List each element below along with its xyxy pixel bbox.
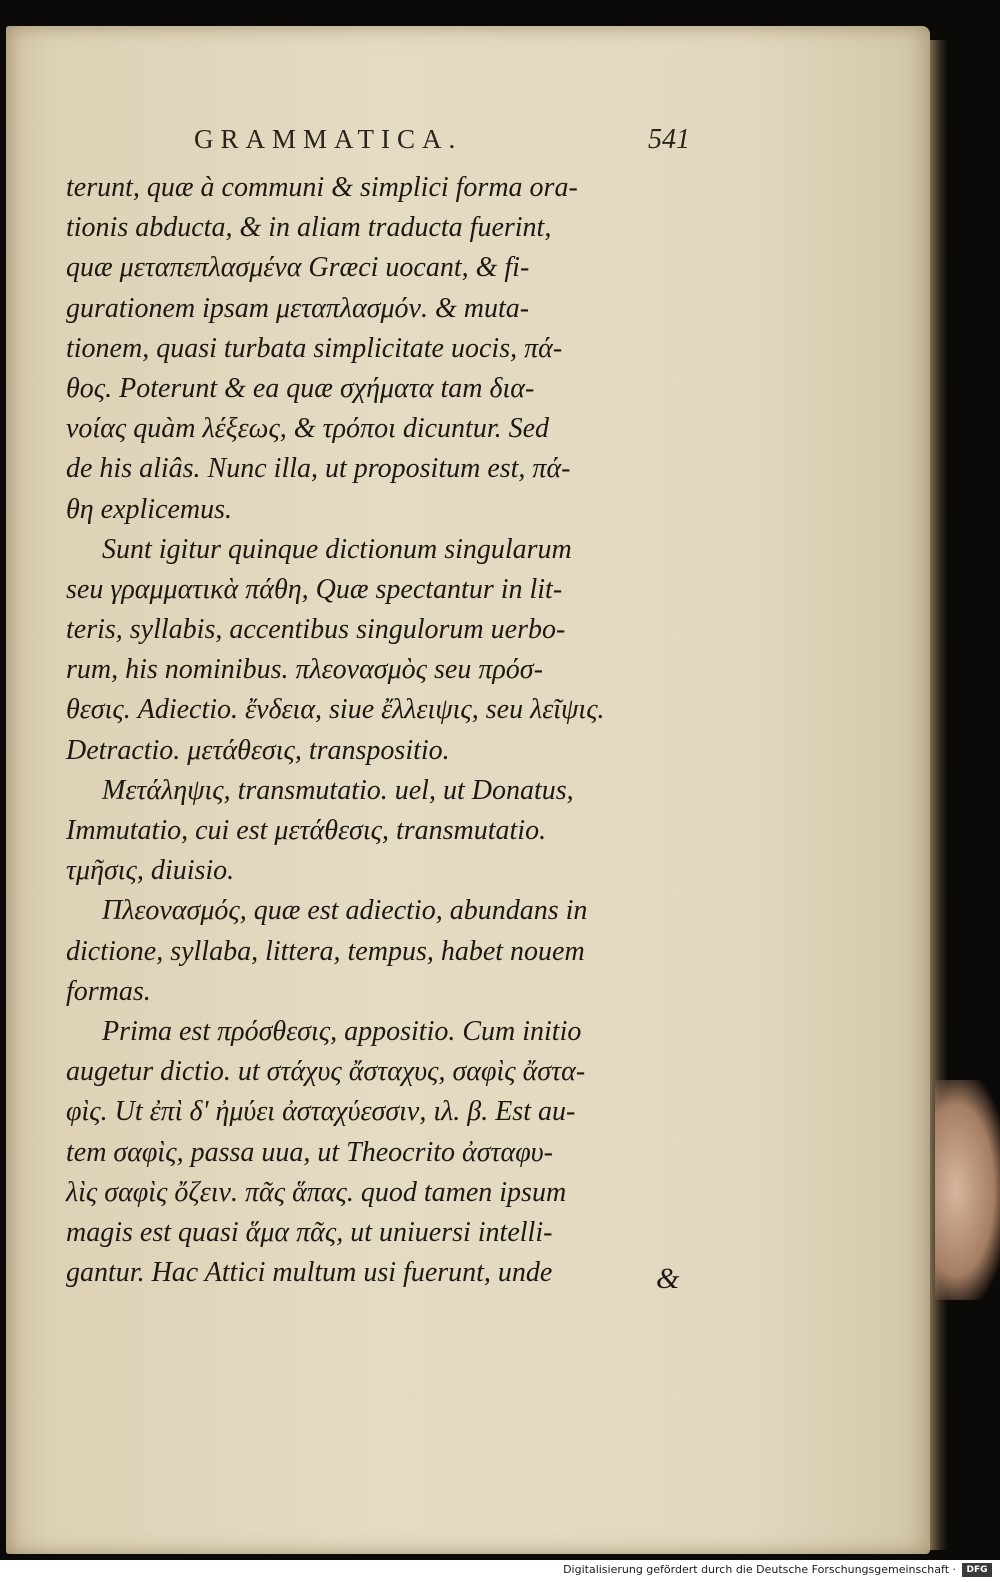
text-line: seu γραμματικὰ πάθη, Quæ spectantur in lit-	[66, 573, 563, 605]
text-line: terunt, quæ à communi & simplici forma ora-	[66, 172, 578, 203]
thumb-holding-page	[935, 1080, 1000, 1300]
page-number: 541	[648, 124, 690, 155]
text-line: θη explicemus.	[66, 493, 233, 525]
text-line: tem σαφὶς, passa uua, ut Theocrito ἀσταφυ-	[66, 1136, 553, 1168]
text-line: teris, syllabis, accentibus singulorum uerbo-	[66, 614, 566, 646]
text-line: νοίας quàm λέξεως, & τρόποι dicuntur. Sed	[66, 413, 550, 445]
text-line: rum, his nominibus. πλεονασμὸς seu πρόσ-	[66, 654, 543, 686]
text-line: tionem, quasi turbata simplicitate uocis, πά-	[66, 332, 563, 364]
page-header	[150, 124, 690, 164]
text-line: quæ μεταπεπλασμένα Græci uocant, & fi-	[66, 252, 530, 284]
text-line: Detractio. μετάθεσις, transpositio.	[66, 734, 450, 766]
text-line: dictione, syllaba, littera, tempus, habet nouem	[66, 935, 585, 967]
text-line: λὶς σαφὶς ὄζειν. πᾶς ἅπας. quod tamen ipsum	[66, 1176, 567, 1208]
digitization-credit: Digitalisierung gefördert durch die Deutsche Forschungsgemeinschaft ·	[563, 1563, 956, 1576]
text-line: augetur dictio. ut στάχυς ἄσταχυς, σαφὶς ἄστα-	[66, 1056, 586, 1088]
text-line: tionis abducta, & in aliam traducta fuerint,	[66, 212, 552, 244]
text-line: θεσις. Adiectio. ἔνδεια, siue ἔλλειψις, seu λεῖψις.	[66, 694, 605, 726]
dfg-logo: DFG	[962, 1563, 992, 1577]
page-edge-shadow	[930, 40, 948, 1550]
text-line: τμῆσις, diuisio.	[66, 855, 235, 887]
paragraph-start-line: Μετάληψις, transmutatio. uel, ut Donatus,	[102, 774, 574, 806]
text-line: φὶς. Ut ἐπὶ δ' ἠμύει ἀσταχύεσσιν, ιλ. β. Est au-	[66, 1096, 576, 1128]
paragraph-start-line: Prima est πρόσθεσις, appositio. Cum initio	[102, 1015, 582, 1047]
paragraph-start-line: Sunt igitur quinque dictionum singularum	[102, 533, 572, 565]
text-line: magis est quasi ἅμα πᾶς, ut uniuersi intelli-	[66, 1216, 553, 1248]
body-text	[66, 168, 696, 1293]
text-line: gurationem ipsam μεταπλασμόν. & muta-	[66, 292, 530, 324]
paragraph-start-line: Πλεονασμός, quæ est adiectio, abundans in	[102, 895, 588, 927]
running-head: GRAMMATICA.	[194, 124, 463, 154]
text-line: de his aliâs. Nunc illa, ut propositum est, πά-	[66, 453, 571, 485]
text-line: θος. Poterunt & ea quæ σχήματα tam δια-	[66, 372, 535, 404]
text-line: Immutatio, cui est μετάθεσις, transmutatio.	[66, 815, 547, 846]
text-line: formas.	[66, 975, 151, 1007]
catchword: &	[656, 1262, 680, 1295]
text-line: gantur. Hac Attici multum usi fuerunt, unde	[66, 1257, 553, 1289]
